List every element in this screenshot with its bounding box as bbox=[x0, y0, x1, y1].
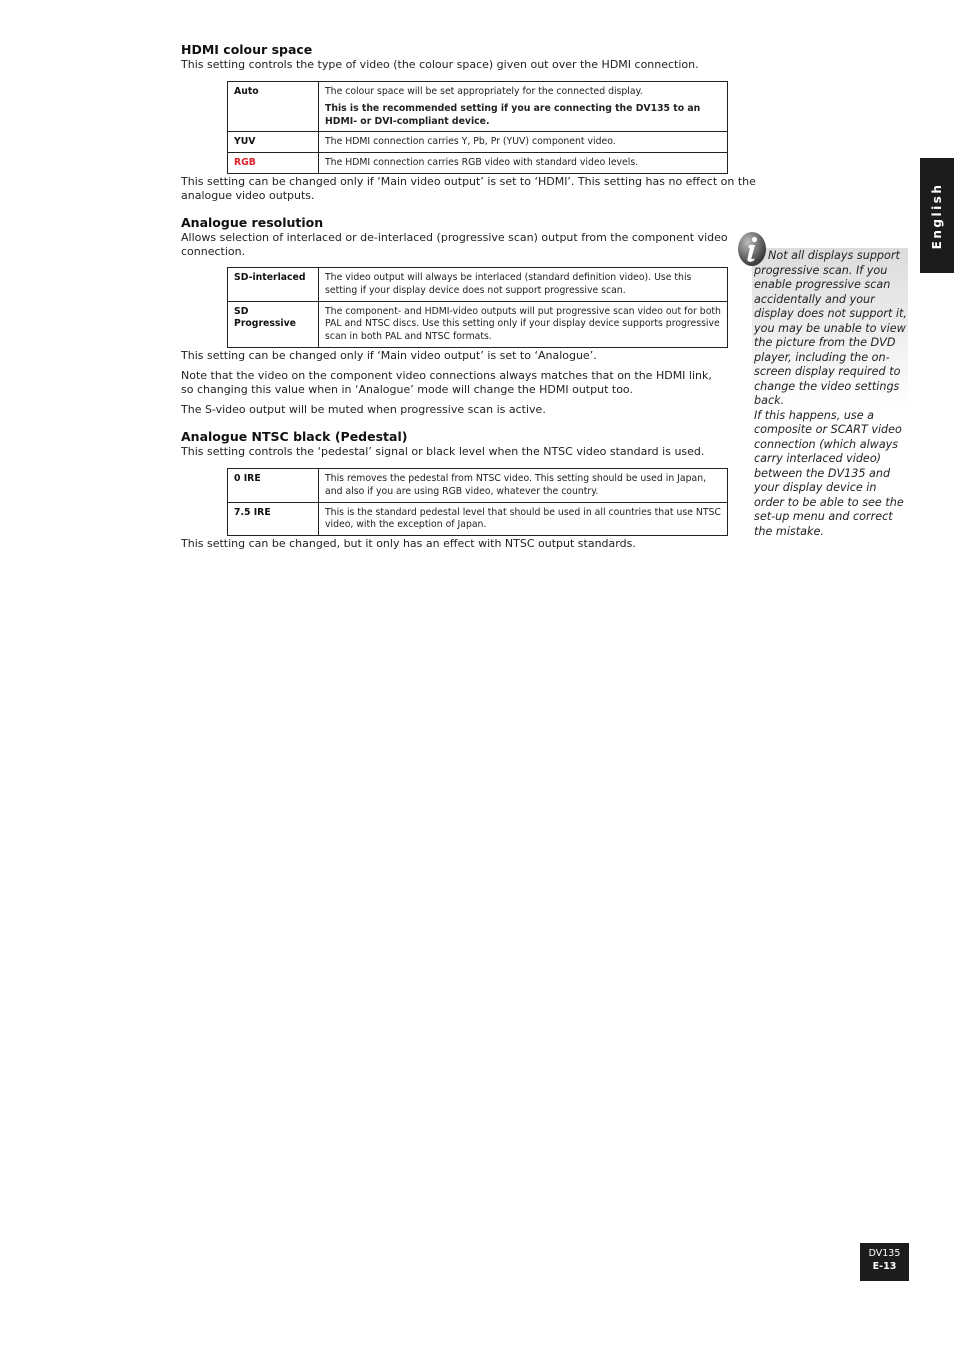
option-key: YUV bbox=[228, 132, 319, 153]
option-key-text: SD Progressive bbox=[234, 305, 296, 330]
table-row bbox=[228, 468, 728, 502]
footer-model: DV135 bbox=[868, 1248, 901, 1259]
ntsc-black-table bbox=[227, 468, 728, 536]
analogue-resolution-after-1: This setting can be changed only if ‘Main video output’ is set to ‘Analogue’. bbox=[181, 348, 597, 362]
option-key: SD-interlaced bbox=[228, 267, 319, 301]
option-desc: The component- and HDMI-video outputs will put progressive scan video out for both PAL and NTSC discs. Use this setting only if your display device supports progressive scan in both PAL and NTSC formats. bbox=[319, 301, 728, 347]
table-row bbox=[228, 82, 728, 132]
side-note-text-2: If this happens, use a composite or SCART video connection (which always carry interlaced video) between the DV135 and your display device in order to be able to see the set-up menu and correct the mistake. bbox=[754, 408, 904, 538]
recommended-note: This is the recommended setting if you are connecting the DV135 to an HDMI- or DVI-compliant device. bbox=[325, 102, 701, 127]
hdmi-colour-space-intro: This setting controls the type of video (the colour space) given out over the HDMI connection. bbox=[181, 58, 699, 71]
ntsc-black-intro: This setting controls the ‘pedestal’ signal or black level when the NTSC video standard is used. bbox=[181, 444, 705, 458]
table-row bbox=[228, 132, 728, 153]
option-desc: The HDMI connection carries RGB video with standard video levels. bbox=[319, 153, 728, 174]
main-content bbox=[181, 42, 771, 551]
language-tab-label: English bbox=[930, 182, 944, 249]
option-desc: This is the standard pedestal level that should be used in all countries that use NTSC video, with the exception of Japan. bbox=[319, 502, 728, 536]
heading-ntsc-black: Analogue NTSC black (Pedestal) bbox=[181, 428, 408, 444]
analogue-resolution-table bbox=[227, 267, 728, 348]
page-number: E-13 bbox=[872, 1261, 897, 1272]
option-key bbox=[228, 301, 319, 347]
option-desc: This removes the pedestal from NTSC video. This setting should be used in Japan, and also if you are using RGB video, whatever the country. bbox=[319, 468, 728, 502]
analogue-resolution-after-3: The S-video output will be muted when progressive scan is active. bbox=[181, 402, 546, 416]
option-key: 0 IRE bbox=[228, 468, 319, 502]
option-desc bbox=[319, 82, 728, 132]
page-footer bbox=[860, 1243, 909, 1281]
analogue-resolution-intro: Allows selection of interlaced or de-interlaced (progressive scan) output from the component video connection. bbox=[181, 230, 728, 258]
analogue-resolution-after-2: Note that the video on the component video connections always matches that on the HDMI link, so changing this value when in ‘Analogue’ mode will change the HDMI output too. bbox=[181, 368, 712, 396]
option-key: RGB bbox=[228, 153, 319, 174]
table-row bbox=[228, 153, 728, 174]
hdmi-colour-space-after: This setting can be changed only if ‘Main video output’ is set to ‘HDMI’. This setting has no effect on the analogue video outputs. bbox=[181, 174, 756, 202]
option-key: Auto bbox=[228, 82, 319, 132]
hdmi-colour-space-table bbox=[227, 81, 728, 174]
option-key: 7.5 IRE bbox=[228, 502, 319, 536]
option-desc: The HDMI connection carries Y, Pb, Pr (YUV) component video. bbox=[319, 132, 728, 153]
ntsc-black-after: This setting can be changed, but it only has an effect with NTSC output standards. bbox=[181, 537, 636, 551]
table-row bbox=[228, 301, 728, 347]
table-row bbox=[228, 502, 728, 536]
heading-hdmi-colour-space: HDMI colour space bbox=[181, 42, 313, 57]
option-desc-text: The colour space will be set appropriately for the connected display. bbox=[325, 86, 643, 97]
language-tab bbox=[920, 158, 954, 273]
option-desc: The video output will always be interlaced (standard definition video). Use this setting if your display device does not support progressive scan. bbox=[319, 267, 728, 301]
side-note-text-1: Not all displays support progressive scan. If you enable progressive scan accidentally and your display does not support it, you may be unable to view the picture from the DVD player, including the on-screen display required to change the video settings back. bbox=[754, 249, 907, 407]
table-row bbox=[228, 267, 728, 301]
side-note bbox=[754, 249, 908, 539]
heading-analogue-resolution: Analogue resolution bbox=[181, 214, 324, 230]
